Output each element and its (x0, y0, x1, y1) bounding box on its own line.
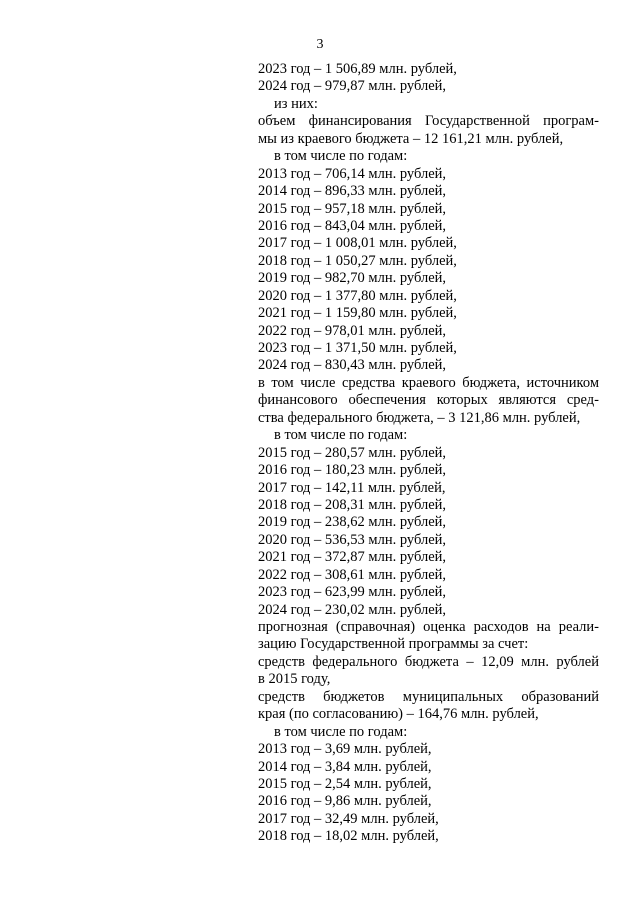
text-line: прогнозная (справочная) оценка расходов на реали- (258, 619, 599, 635)
text-line: 2018 год – 208,31 млн. рублей, (258, 496, 447, 513)
text-line: 2024 год – 230,02 млн. рублей, (258, 601, 447, 618)
text-line: 2016 год – 9,86 млн. рублей, (258, 793, 432, 810)
text-line: 2023 год – 1 371,50 млн. рублей, (258, 340, 457, 356)
text-line: средств федерального бюджета – 12,09 млн. рублей (258, 653, 599, 670)
text-line: 2014 год – 3,84 млн. рублей, (258, 758, 432, 775)
text-line: 2019 год – 238,62 млн. рублей, (258, 514, 447, 531)
text-line: 2020 год – 1 377,80 млн. рублей, (258, 287, 457, 304)
text-line: 2015 год – 280,57 млн. рублей, (258, 444, 447, 461)
text-line: 2022 год – 308,61 млн. рублей, (258, 566, 447, 583)
text-line: 2013 год – 3,69 млн. рублей, (258, 741, 432, 758)
text-line: зацию Государственной программы за счет: (258, 636, 529, 653)
text-line: 2017 год – 1 008,01 млн. рублей, (258, 235, 457, 252)
text-line: в том числе средства краевого бюджета, источником (258, 374, 599, 391)
text-line: финансового обеспечения которых являются сред- (258, 392, 599, 409)
text-line: объем финансирования Государственной програм- (258, 113, 599, 130)
text-line: 2018 год – 1 050,27 млн. рублей, (258, 252, 457, 269)
text-line: 2016 год – 180,23 млн. рублей, (258, 462, 447, 479)
text-line: 2015 год – 2,54 млн. рублей, (258, 775, 432, 792)
text-line: 2016 год – 843,04 млн. рублей, (258, 217, 447, 234)
text-line: 2017 год – 32,49 млн. рублей, (258, 810, 439, 827)
text-line: 2023 год – 1 506,89 млн. рублей, (258, 61, 457, 77)
text-line: 2020 год – 536,53 млн. рублей, (258, 531, 447, 548)
text-column (258, 61, 599, 846)
text-line: 2013 год – 706,14 млн. рублей, (258, 165, 447, 182)
text-line: мы из краевого бюджета – 12 161,21 млн. рублей, (258, 130, 564, 147)
text-line: 2019 год – 982,70 млн. рублей, (258, 270, 447, 287)
text-line: 2024 год – 979,87 млн. рублей, (258, 78, 447, 95)
text-line: 2023 год – 623,99 млн. рублей, (258, 584, 447, 601)
text-line: 2021 год – 1 159,80 млн. рублей, (258, 305, 457, 322)
page-number: 3 (316, 37, 324, 52)
text-line: 2022 год – 978,01 млн. рублей, (258, 322, 447, 339)
text-line: 2014 год – 896,33 млн. рублей, (258, 183, 447, 200)
text-line: средств бюджетов муниципальных образований (258, 688, 599, 705)
text-line: в том числе по годам: (274, 723, 408, 740)
text-line: 2021 год – 372,87 млн. рублей, (258, 549, 447, 566)
text-line: ства федерального бюджета, – 3 121,86 млн. рублей, (258, 409, 581, 426)
text-line: в том числе по годам: (274, 148, 408, 165)
text-line: края (по согласованию) – 164,76 млн. рублей, (258, 706, 539, 723)
text-line: из них: (274, 95, 318, 112)
text-line: 2024 год – 830,43 млн. рублей, (258, 357, 447, 374)
text-line: в 2015 году, (258, 671, 331, 688)
text-line: 2015 год – 957,18 млн. рублей, (258, 200, 447, 217)
text-line: 2017 год – 142,11 млн. рублей, (258, 479, 446, 496)
text-line: в том числе по годам: (274, 427, 408, 444)
text-line: 2018 год – 18,02 млн. рублей, (258, 828, 439, 845)
